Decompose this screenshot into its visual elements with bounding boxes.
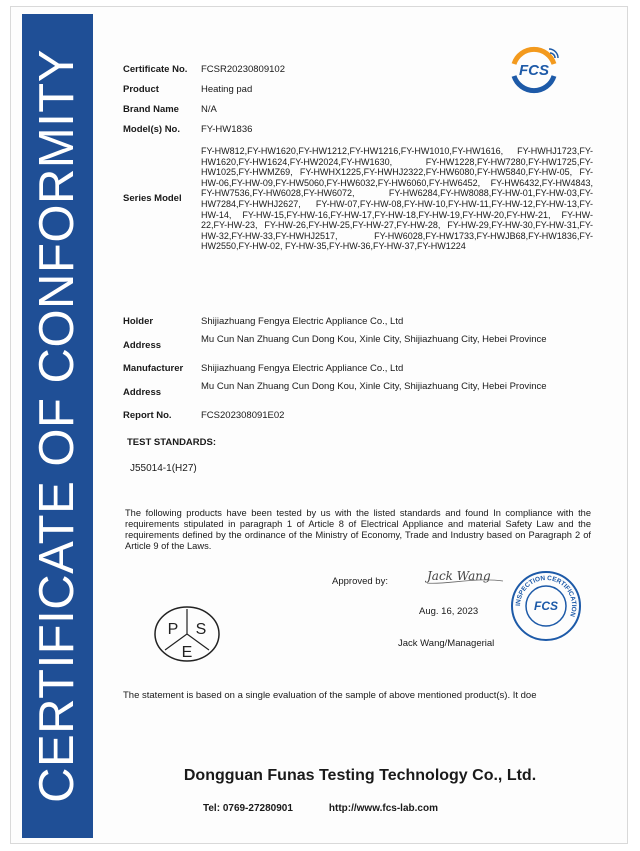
brand-name-label: Brand Name bbox=[123, 104, 179, 115]
series-model-row bbox=[123, 146, 593, 252]
company-name: Dongguan Funas Testing Technology Co., Ltd. bbox=[183, 767, 537, 784]
manufacturer-row bbox=[123, 363, 593, 375]
product-label: Product bbox=[123, 84, 159, 95]
holder-address-value: Mu Cun Nan Zhuang Cun Dong Kou, Xinle City, Shijiazhuang City, Hebei Province bbox=[201, 334, 547, 345]
statement-text: The statement is based on a single evaluation of the sample of above mentioned product(s). It doe bbox=[123, 690, 537, 701]
pse-letter-p: P bbox=[167, 621, 179, 638]
report-no-row bbox=[123, 410, 593, 422]
telephone: Tel: 0769-27280901 bbox=[203, 803, 293, 814]
manufacturer-address-label: Address bbox=[123, 387, 162, 398]
product-value: Heating pad bbox=[201, 84, 253, 95]
side-banner-text: CERTIFICATE OF CONFORMITY bbox=[30, 49, 84, 803]
manufacturer-address-row bbox=[123, 381, 593, 398]
signature-text: Jack Wang bbox=[427, 569, 491, 583]
signature bbox=[425, 563, 505, 589]
brand-name-row bbox=[123, 104, 593, 124]
models-no-label: Model(s) No. bbox=[123, 124, 180, 135]
website-url: http://www.fcs-lab.com bbox=[328, 803, 438, 814]
brand-name-value: N/A bbox=[201, 104, 217, 115]
manufacturer-value: Shijiazhuang Fengya Electric Appliance Co., Ltd bbox=[201, 363, 404, 374]
test-standards-value: J55014-1(H27) bbox=[130, 463, 197, 474]
approval-date: Aug. 16, 2023 bbox=[419, 606, 479, 617]
holder-label: Holder bbox=[123, 316, 154, 327]
product-row bbox=[123, 84, 593, 104]
approved-by-label: Approved by: bbox=[332, 576, 388, 587]
manufacturer-address-value: Mu Cun Nan Zhuang Cun Dong Kou, Xinle City, Shijiazhuang City, Hebei Province bbox=[201, 381, 547, 392]
holder-address-label: Address bbox=[123, 340, 162, 351]
pse-mark bbox=[153, 605, 221, 663]
test-standards-title: TEST STANDARDS: bbox=[127, 437, 217, 448]
holder-value: Shijiazhuang Fengya Electric Appliance Co., Ltd bbox=[201, 316, 404, 327]
series-model-value: FY-HW812,FY-HW1620,FY-HW1212,FY-HW1216,FY-HW1010,FY-HW1616, FY-HWHJ1723,FY-HW1620,FY-HW1624,FY-HW2024,FY-HW1630, FY-HW1228,FY-HW7280,FY-HW1725,FY-HW1025,FY-HWMZ69, FY-HWHX1225,FY-HWHJ2322,FY-HW6080,FY-HW5840,FY-HW-05, FY-HW-06,FY-HW-09,FY-HW5060,FY-HW6032,FY-HW6060,FY-HW6452, FY-HW6432,FY-HW4843, FY-HW7536,FY-HW6028,FY-HW6072, FY-HW6284,FY-HW8088,FY-HW-01,FY-HW-03,FY-HW7284,FY-HWHJ2627, FY-HW-07,FY-HW-08,FY-HW-10,FY-HW-11,FY-HW-12,FY-HW-13,FY-HW-14, FY-HW-15,FY-HW-16,FY-HW-17,FY-HW-18,FY-HW-19,FY-HW-20,FY-HW-21, FY-HW-22,FY-HW-23, FY-HW-26,FY-HW-25,FY-HW-27,FY-HW-28, FY-HW-29,FY-HW-30,FY-HW-31,FY-HW-32,FY-HW-33,FY-HWHJ2517, FY-HW6028,FY-HW1733,FY-HWJB68,FY-HW1836,FY-HW2550,FY-HW-02, FY-HW-35,FY-HW-36,FY-HW-37,FY-HW1224 bbox=[201, 146, 593, 252]
holder-row bbox=[123, 316, 593, 328]
certificate-no-value: FCSR20230809102 bbox=[201, 64, 285, 75]
stamp-center-text: FCS bbox=[534, 599, 558, 613]
signer-name: Jack Wang/Managerial bbox=[398, 638, 495, 649]
compliance-paragraph: The following products have been tested by us with the listed standards and found In compliance with the requirements stipulated in paragraph 1 of Article 8 of Electrical Appliance and material Safety Law and the requirements defined by the ordinance of the Ministry of Economy, Trade and Industry based on Paragraph 2 of Article 9 of the Laws. bbox=[125, 508, 591, 551]
certificate-fields bbox=[123, 64, 593, 144]
certificate-no-label: Certificate No. bbox=[123, 64, 188, 75]
fcs-logo-text: FCS bbox=[519, 62, 549, 79]
models-no-value: FY-HW1836 bbox=[201, 124, 253, 135]
pse-letter-e: E bbox=[181, 644, 193, 661]
certification-stamp bbox=[510, 570, 582, 642]
manufacturer-label: Manufacturer bbox=[123, 363, 184, 374]
models-no-row bbox=[123, 124, 593, 144]
stamp-ring-text: INSPECTION CERTIFICATION bbox=[514, 574, 578, 618]
series-model-label: Series Model bbox=[123, 192, 182, 204]
certificate-no-row bbox=[123, 64, 593, 84]
contact-line bbox=[203, 803, 438, 814]
report-no-value: FCS202308091E02 bbox=[201, 410, 285, 421]
holder-address-row bbox=[123, 334, 593, 351]
report-no-label: Report No. bbox=[123, 410, 172, 421]
pse-letter-s: S bbox=[195, 621, 207, 638]
